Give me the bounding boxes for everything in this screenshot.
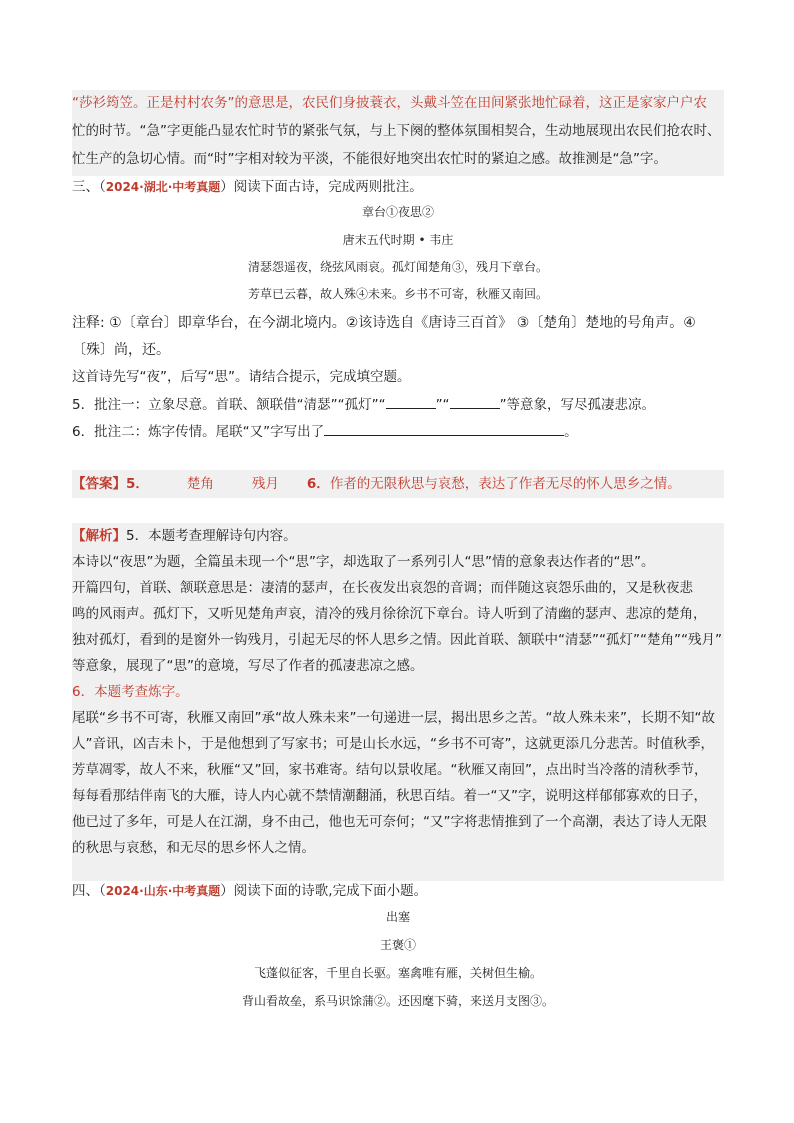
answer-6: 作者的无限秋思与哀愁，表达了作者无尽的怀人思乡之情。: [329, 476, 681, 492]
answer-tag: 【答案】: [72, 476, 126, 492]
top-analysis-line-3: 忙生产的急切心情。而“时”字相对较为平淡，不能很好地突出农忙时的紧迫之感。故推测是“急”字。: [72, 151, 667, 167]
section3-source: 2024·湖北·中考真题: [105, 180, 221, 194]
intro-line: 这首诗先写“夜”，后写“思”。请结合提示，完成填空题。: [72, 369, 411, 385]
q5-blank-1[interactable]: [386, 394, 436, 409]
analysis-line-10: 芳草凋零，故人不来，秋雁“又”回，家书难寄。结句以景收尾。“秋雁又南回”，点出时当冷落的清秋季节，: [72, 762, 708, 778]
answer-line: 【答案】5． 楚角 残月 6．作者的无限秋思与哀愁，表达了作者无尽的怀人思乡之情。: [72, 476, 681, 492]
poem4-title: 出塞: [385, 910, 410, 924]
question-5: 5．批注一：立象尽意。首联、颔联借“清瑟”“孤灯”“ ”“ ”等意象，写尽孤凄悲凉。: [72, 394, 724, 416]
q5-blank-2[interactable]: [450, 394, 500, 409]
analysis-line-5: 独对孤灯，看到的是窗外一钩残月，引起无尽的怀人思乡之情。因此首联、颔联中“清瑟”“孤灯”“楚角”“残月”: [72, 632, 722, 648]
analysis-line-8: 尾联“乡书不可寄，秋雁又南回”承“故人殊未来”一句递进一层，揭出思乡之苦。“故人殊未来”，长期不知“故: [72, 710, 715, 726]
answer-5-1: 楚角: [186, 476, 214, 492]
analysis-line-13: 的秋思与哀愁，和无尽的思乡怀人之情。: [72, 840, 315, 856]
analysis-line-4: 鸣的风雨声。孤灯下，又听见楚角声哀，清冷的残月徐徐沉下章台。诗人听到了清幽的瑟声、悲凉的楚角，: [72, 606, 707, 622]
q6-blank[interactable]: [324, 421, 564, 436]
poem4-line-2: 背山看故垒，系马识馀蒲②。还因麾下骑，来送月支图③。: [241, 994, 554, 1008]
note-line-1: 注释: ①〔章台〕即章华台，在今湖北境内。②该诗选自《唐诗三百首》 ③〔楚角〕楚地的号角声。④: [72, 315, 696, 331]
answer-5-2: 残月: [251, 476, 279, 492]
analysis-line-2: 本诗以“夜思”为题，全篇虽未现一个“思”字，却选取了一系列引人“思”情的意象表达作者的“思”。: [72, 554, 655, 570]
poem4-author: 王褒①: [379, 938, 416, 952]
poem3-line-1: 清瑟怨遥夜，绕弦风雨哀。孤灯闻楚角③，残月下章台。: [247, 260, 548, 274]
poem4-line-1: 飞蓬似征客，千里自长驱。塞禽唯有雁，关树但生榆。: [253, 966, 542, 980]
analysis-line-11: 每每看那结伴南飞的大雁，诗人内心就不禁情潮翻涌，秋思百结。着一“又”字，说明这样郁郁寡欢的日子，: [72, 788, 707, 804]
top-analysis-line-2: 忙的时节。“急”字更能凸显农忙时节的紧张气氛，与上下阕的整体氛围相契合，生动地展现出农民们抢农时、: [72, 123, 721, 139]
analysis-line-7: 6．本题考查炼字。: [72, 684, 189, 700]
analysis-line-12: 他已过了多年，可是人在江湖，身不由己，他也无可奈何；“又”字将悲情推到了一个高潮，表达了诗人无限: [72, 814, 707, 830]
analysis-tag: 【解析】: [72, 528, 126, 544]
note-line-2: 〔殊〕尚，还。: [72, 342, 170, 358]
poem3-title: 章台①夜思②: [361, 205, 434, 219]
poem3-author: 唐末五代时期 • 韦庄: [342, 233, 454, 247]
analysis-line-6: 等意象，展现了“思”的意境，写尽了作者的孤凄悲凉之感。: [72, 658, 424, 674]
section4-source: 2024·山东·中考真题: [105, 884, 221, 898]
section4-heading: 四、（2024·山东·中考真题）阅读下面的诗歌,完成下面小题。: [72, 883, 428, 899]
poem3-line-2: 芳草已云暮，故人殊④未来。乡书不可寄，秋雁又南回。: [247, 287, 548, 301]
question-6: 6．批注二：炼字传情。尾联“又”字写出了 。: [72, 421, 724, 443]
analysis-line-1: 【解析】5．本题考查理解诗句内容。: [72, 528, 297, 544]
top-analysis-line-1: “莎衫筠笠。正是村村农务”的意思是，农民们身披蓑衣，头戴斗笠在田间紧张地忙碌着，这正是家家户户农: [72, 95, 707, 111]
analysis-line-9: 人”音讯，凶吉未卜，于是他想到了写家书；可是山长水远，“乡书不可寄”，这就更添几分悲苦。时值秋季，: [72, 736, 714, 752]
analysis-line-3: 开篇四句，首联、颔联意思是：凄清的瑟声，在长夜发出哀怨的音调；而伴随这哀怨乐曲的，又是秋夜悲: [72, 580, 693, 596]
section3-heading: 三、（2024·湖北·中考真题）阅读下面古诗，完成两则批注。: [72, 179, 423, 195]
